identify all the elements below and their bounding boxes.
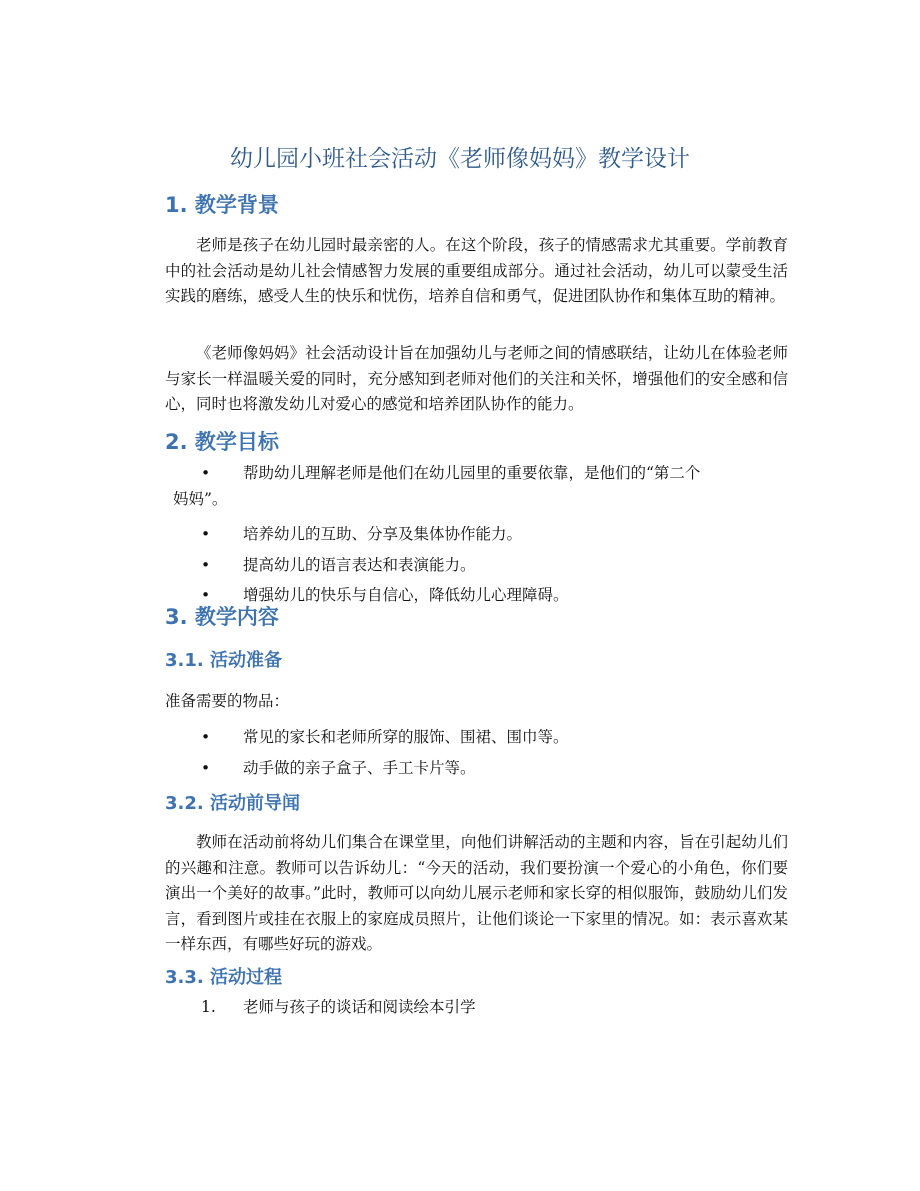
bullet-icon: •: [201, 728, 211, 746]
list-item: [165, 725, 788, 751]
prep-list: [165, 725, 788, 781]
guide-paragraph: 教师在活动前将幼儿们集合在课堂里，向他们讲解活动的主题和内容，旨在引起幼儿们的兴趣和注意。教师可以告诉幼儿：“今天的活动，我们要扮演一个爱心的小角色，你们要演出一个美好的故事。”此时，教师可以向幼儿展示老师和家长穿的相似服饰，鼓励幼儿们发言，看到图片或挂在衣服上的家庭成员照片，让他们谈论一下家里的情况。如：表示喜欢某一样东西，有哪些好玩的游戏。: [165, 833, 788, 953]
section-heading-content: 3. 教学内容: [165, 605, 279, 629]
list-item: [165, 995, 788, 1021]
bullet-icon: •: [201, 464, 211, 482]
list-item: [165, 756, 788, 782]
subsection-heading-process: 3.3. 活动过程: [165, 967, 282, 988]
list-item-text: 常见的家长和老师所穿的服饰、围裙、围巾等。: [243, 728, 569, 746]
list-item-text: 妈妈”。: [173, 489, 228, 508]
list-item-text: 帮助幼儿理解老师是他们在幼儿园里的重要依靠，是他们的“第二个: [243, 464, 701, 482]
subsection-heading-guide: 3.2. 活动前导闻: [165, 793, 300, 814]
document-title: 幼儿园小班社会活动《老师像妈妈》教学设计: [230, 146, 690, 172]
subsection-heading-prep: 3.1. 活动准备: [165, 650, 282, 671]
list-item: [165, 522, 788, 548]
list-item-text: 增强幼儿的快乐与自信心，降低幼儿心理障碍。: [243, 586, 569, 604]
section-heading-background: 1. 教学背景: [165, 193, 279, 217]
bullet-icon: •: [201, 525, 211, 543]
list-item-text: 培养幼儿的互助、分享及集体协作能力。: [243, 525, 523, 543]
goals-list: [165, 461, 788, 609]
prep-intro: 准备需要的物品：: [165, 692, 290, 710]
bullet-icon: •: [201, 586, 211, 604]
bullet-icon: •: [201, 758, 211, 777]
list-item-number: 1.: [201, 998, 216, 1016]
list-item-text: 提高幼儿的语言表达和表演能力。: [243, 555, 476, 574]
list-item-text: 动手做的亲子盒子、手工卡片等。: [243, 758, 476, 777]
section-heading-goals: 2. 教学目标: [165, 430, 279, 454]
list-item: [165, 461, 788, 487]
list-item-text: 老师与孩子的谈话和阅读绘本引学: [243, 998, 476, 1016]
background-paragraph-2: 《老师像妈妈》社会活动设计旨在加强幼儿与老师之间的情感联结，让幼儿在体验老师与家长一样温暖关爱的同时，充分感知到老师对他们的关注和关怀，增强他们的安全感和信心，同时也将激发幼儿对爱心的感觉和培养团队协作的能力。: [165, 344, 788, 413]
list-item-continuation: [165, 487, 788, 513]
bullet-icon: •: [201, 555, 211, 574]
process-list: [165, 995, 788, 1021]
background-paragraph-1: 老师是孩子在幼儿园时最亲密的人。在这个阶段，孩子的情感需求尤其重要。学前教育中的社会活动是幼儿社会情感智力发展的重要组成部分。通过社会活动，幼儿可以蒙受生活实践的磨练，感受人生的快乐和忧伤，培养自信和勇气，促进团队协作和集体互助的精神。: [165, 236, 788, 305]
list-item: [165, 553, 788, 579]
